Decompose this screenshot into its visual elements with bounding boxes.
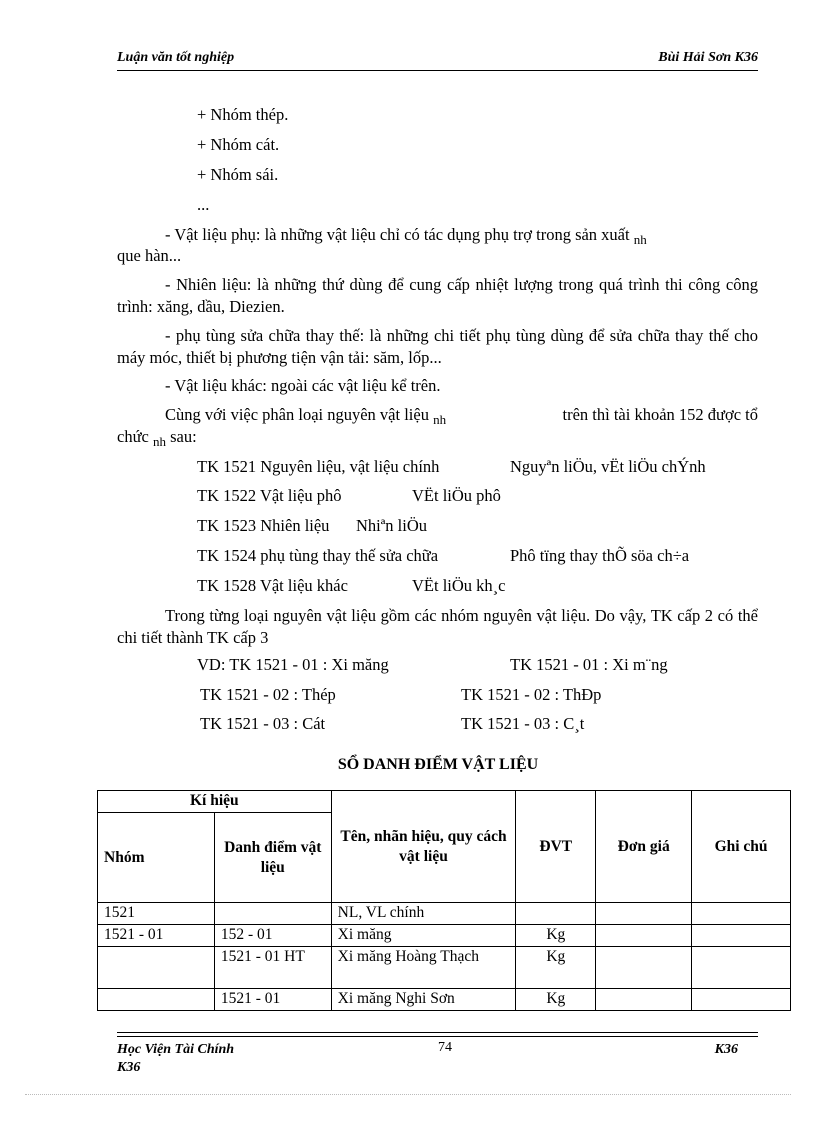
cell-don-gia (596, 947, 692, 989)
account-1521-legacy: Nguyªn liÖu, vËt liÖu chÝnh (510, 457, 706, 476)
table-header-row-1 (98, 791, 791, 813)
paragraph-spare-parts: - phụ tùng sửa chữa thay thế: là những chi tiết phụ tùng dùng để sửa chữa thay thế cho máy móc, thiết bị phương tiện vận tải: săm, lốp... (117, 326, 758, 367)
classify-sub-b: nh (152, 434, 166, 449)
group-item-gravel: + Nhóm sái. (197, 165, 279, 184)
classify-sub-a: nh (433, 412, 447, 427)
account-1522-legacy: VËt liÖu phô (412, 486, 501, 505)
header-left: Luận văn tốt nghiệp (117, 50, 235, 65)
cell-danh-diem: 1521 - 01 HT (214, 947, 331, 989)
cell-nhom: 1521 - 01 (98, 925, 215, 947)
header-nhom: Nhóm (98, 813, 215, 903)
paragraph-classify-line2 (117, 427, 197, 447)
header-dvt: ĐVT (516, 791, 596, 903)
cell-don-gia (596, 925, 692, 947)
account-1524: TK 1524 phụ tùng thay thế sửa chữa (197, 546, 439, 565)
table-title: SỔ DANH ĐIỂM VẬT LIỆU (337, 756, 539, 773)
footer-school: Học Viện Tài Chính (117, 1042, 235, 1057)
group-item-sand: + Nhóm cát. (197, 135, 280, 154)
cell-ten: Xi măng Hoàng Thạch (331, 947, 516, 989)
table-row (98, 947, 791, 989)
paragraph-auxiliary-line2: que hàn... (117, 246, 182, 265)
account-1528-legacy: VËt liÖu kh¸c (412, 576, 506, 595)
header-don-gia: Đơn giá (596, 791, 692, 903)
cell-don-gia (596, 989, 692, 1011)
cell-don-gia (596, 903, 692, 925)
example-2: TK 1521 - 02 : Thép (200, 685, 336, 704)
table-row (98, 989, 791, 1011)
cell-ten: Xi măng Nghi Sơn (331, 989, 516, 1011)
cell-nhom: 1521 (98, 903, 215, 925)
header-ki-hieu: Kí hiệu (98, 791, 332, 813)
example-3: TK 1521 - 03 : Cát (200, 714, 326, 733)
paragraph-auxiliary-line1 (165, 225, 647, 245)
classify-text-a: Cùng với việc phân loại nguyên vật liệu (165, 405, 429, 424)
account-1522: TK 1522 Vật liệu phô (197, 486, 342, 505)
paragraph-other: - Vật liệu khác: ngoài các vật liệu kể trên. (165, 376, 441, 395)
group-item-steel: + Nhóm thép. (197, 105, 289, 124)
cell-ghi-chu (692, 903, 791, 925)
paragraph-auxiliary-text: - Vật liệu phụ: là những vật liệu chỉ có tác dụng phụ trợ trong sản xuất (165, 225, 630, 244)
cell-danh-diem (214, 903, 331, 925)
account-1523: TK 1523 Nhiên liệu (197, 516, 330, 535)
header-rule (117, 70, 758, 71)
cell-nhom (98, 989, 215, 1011)
cell-ghi-chu (692, 925, 791, 947)
paragraph-each-group: Trong từng loại nguyên vật liệu gồm các nhóm nguyên vật liệu. Do vậy, TK cấp 2 có thể chi tiết thành TK cấp 3 (117, 606, 758, 647)
account-1524-legacy: Phô tïng thay thÕ söa ch÷a (510, 546, 690, 565)
classify-text-b: trên thì tài khoản 152 được tổ (562, 405, 758, 424)
example-1-legacy: TK 1521 - 01 : Xi m¨ng (510, 655, 668, 674)
header-right: Bùi Hải Sơn K36 (658, 50, 758, 65)
cell-ten: Xi măng (331, 925, 516, 947)
paragraph-fuel: - Nhiên liệu: là những thứ dùng để cung cấp nhiệt lượng trong quá trình thi công công trình: xăng, dầu, Diezien. (117, 275, 758, 316)
cell-dvt (516, 903, 596, 925)
table-row (98, 925, 791, 947)
paragraph-classify-line1 (165, 405, 758, 425)
cell-danh-diem: 1521 - 01 (214, 989, 331, 1011)
group-item-ellipsis: ... (197, 195, 210, 214)
cell-danh-diem: 152 - 01 (214, 925, 331, 947)
cell-ghi-chu (692, 947, 791, 989)
cell-ghi-chu (692, 989, 791, 1011)
cell-dvt: Kg (516, 925, 596, 947)
account-1521: TK 1521 Nguyên liệu, vật liệu chính (197, 457, 440, 476)
page-bottom-dotted-line (25, 1094, 791, 1095)
header-danh-diem: Danh điểm vật liệu (214, 813, 331, 903)
paragraph-auxiliary-sub: nh (633, 232, 647, 247)
cell-dvt: Kg (516, 989, 596, 1011)
page-number: 74 (438, 1040, 452, 1055)
footer-class: K36 (117, 1060, 141, 1075)
footer-right: K36 (714, 1042, 738, 1057)
cell-ten: NL, VL chính (331, 903, 516, 925)
example-3-legacy: TK 1521 - 03 : C¸t (461, 714, 585, 733)
table-row (98, 903, 791, 925)
example-1: VD: TK 1521 - 01 : Xi măng (197, 655, 389, 674)
header-ten: Tên, nhãn hiệu, quy cách vật liệu (331, 791, 516, 903)
header-ghi-chu: Ghi chú (692, 791, 791, 903)
cell-nhom (98, 947, 215, 989)
account-1528: TK 1528 Vật liệu khác (197, 576, 348, 595)
cell-dvt: Kg (516, 947, 596, 989)
classify-text-d: sau: (170, 427, 197, 446)
classify-text-c: chức (117, 427, 149, 446)
account-1523-legacy: Nhiªn liÖu (356, 516, 428, 535)
material-catalog-table (97, 790, 791, 1011)
footer-rule (117, 1032, 758, 1037)
example-2-legacy: TK 1521 - 02 : ThÐp (461, 685, 602, 704)
